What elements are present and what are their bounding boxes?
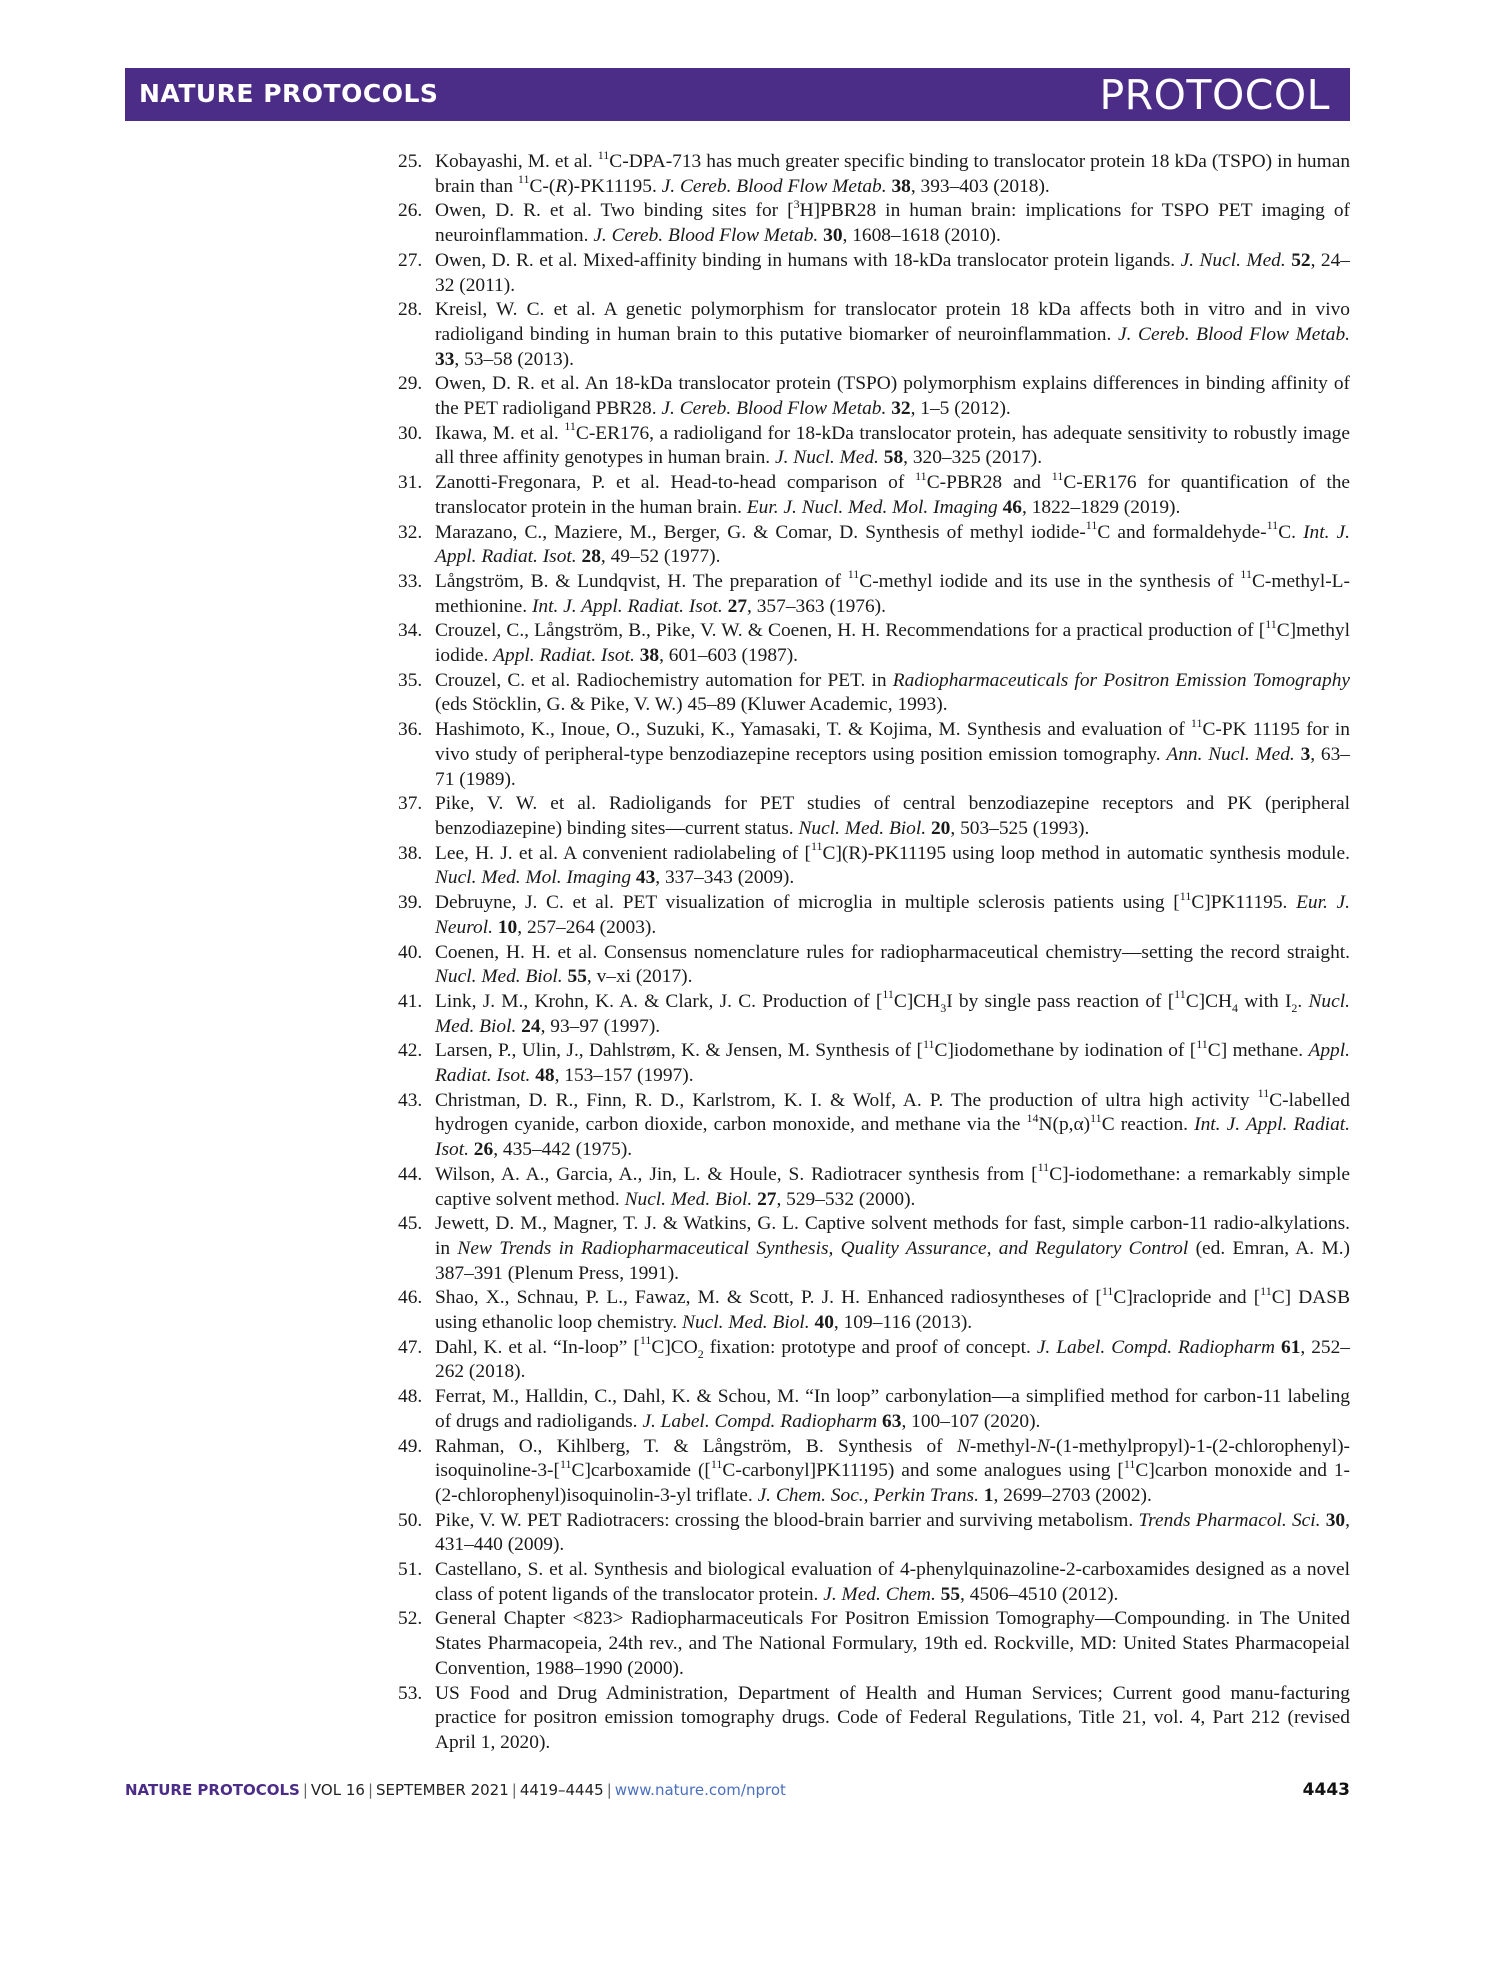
reference-text: Kobayashi, M. et al. $^{11}$C-DPA-713 has much greater specific binding to translocator protein 18 kDa (TSPO) in human brain than $^{11}$C-(R)-PK11195. J. Cereb. Blood Flow Metab. 38, 393–403 (2018). <box>435 147 1351 197</box>
reference-text: Pike, V. W. PET Radiotracers: crossing the blood-brain barrier and surviving metabolism. Trends Pharmacol. Sci. 30, 431–440 (2009). <box>435 1509 1350 1556</box>
journal-header-bar <box>125 68 1350 121</box>
article-section: PROTOCOL <box>1099 71 1330 119</box>
reference-number: 29. <box>398 373 423 395</box>
reference-number: 50. <box>398 1509 423 1531</box>
reference-text: Jewett, D. M., Magner, T. J. & Watkins, G. L. Captive solvent methods for fast, simple carbon-11 radio-alkylations. in New Trends in Radiopharmaceutical Synthesis, Quality Assurance, and Regulatory Control (ed. Emran, A. M.) 387–391 (Plenum Press, 1991). <box>435 1213 1351 1284</box>
reference-text: Långström, B. & Lundqvist, H. The preparation of $^{11}$C-methyl iodide and its use in the synthesis of $^{11}$C-methyl-L-methionine. Int. J. Appl. Radiat. Isot. 27, 357–363 (1976). <box>435 567 1350 617</box>
reference-number: 31. <box>398 472 423 494</box>
reference-text: Larsen, P., Ulin, J., Dahlstrøm, K. & Jensen, M. Synthesis of [$^{11}$C]iodomethane by iodination of [$^{11}$C] methane. Appl. Radiat. Isot. 48, 153–157 (1997). <box>435 1036 1350 1087</box>
reference-text: Rahman, O., Kihlberg, T. & Långström, B. Synthesis of N-methyl-N-(1-methylpropyl)-1-(2-chlorophenyl)-isoquinoline-3-[$^{11}$C]carboxamide ([$^{11}$C-carbonyl]PK11195) and some analogues using [$^{11}$C]carbon monoxide and 1-(2-chlorophenyl)isoquinolin-3-yl triflate. J. Chem. Soc., Perkin Trans. 1, 2699–2703 (2002). <box>435 1435 1350 1506</box>
reference-item <box>393 518 1350 570</box>
reference-item <box>393 1682 1350 1756</box>
reference-item <box>393 1607 1350 1681</box>
reference-number: 42. <box>398 1040 423 1062</box>
reference-text: Shao, X., Schnau, P. L., Fawaz, M. & Scott, P. J. H. Enhanced radiosyntheses of [$^{11}$C]raclopride and [$^{11}$C] DASB using ethanolic loop chemistry. Nucl. Med. Biol. 40, 109–116 (2013). <box>435 1283 1351 1334</box>
reference-item <box>393 196 1350 248</box>
reference-number: 43. <box>398 1089 423 1111</box>
reference-number: 38. <box>398 842 423 864</box>
reference-number: 35. <box>398 669 423 691</box>
reference-text: Dahl, K. et al. “In-loop” $[^{11}C]CO_2$ fixation: prototype and proof of concept. J. Label. Compd. Radiopharm 61, 252–262 (2018). <box>435 1333 1350 1383</box>
reference-item <box>393 419 1350 471</box>
footer-pages: 4419–4445 <box>519 1781 604 1799</box>
reference-item <box>393 1283 1351 1335</box>
reference-text: Ikawa, M. et al. $^{11}$C-ER176, a radioligand for 18-kDa translocator protein, has adequate sensitivity to robustly image all three affinity genotypes in human brain. J. Nucl. Med. 58, 320–325 (2017). <box>435 419 1350 469</box>
reference-number: 36. <box>398 719 423 741</box>
reference-item <box>393 298 1350 372</box>
reference-text: Owen, D. R. et al. Mixed-affinity binding in humans with 18-kDa translocator protein ligands. J. Nucl. Med. 52, 24–32 (2011). <box>435 249 1350 296</box>
reference-text: Link, J. M., Krohn, K. A. & Clark, J. C. Production of $[^{11}C]CH_3I$ by single pass reaction of $[^{11}C]CH_4$ with $I_2$. Nucl. Med. Biol. 24, 93–97 (1997). <box>435 987 1350 1037</box>
reference-text: Coenen, H. H. et al. Consensus nomenclature rules for radiopharmaceutical chemistry—setting the record straight. Nucl. Med. Biol. 55, v–xi (2017). <box>435 941 1350 988</box>
reference-text: Crouzel, C. et al. Radiochemistry automation for PET. in Radiopharmaceuticals for Positron Emission Tomography (eds Stöcklin, G. & Pike, V. W.) 45–89 (Kluwer Academic, 1993). <box>435 669 1350 716</box>
reference-item <box>393 1558 1350 1607</box>
page-footer: NATURE PROTOCOLS | VOL 16 | SEPTEMBER 2021 | 4419–4445 | www.nature.com/nprot 4443 <box>125 1780 1350 1800</box>
reference-number: 47. <box>398 1336 423 1358</box>
reference-item <box>393 941 1350 990</box>
reference-number: 40. <box>398 941 423 963</box>
reference-number: 44. <box>398 1163 423 1185</box>
reference-number: 46. <box>398 1287 423 1309</box>
reference-item <box>393 715 1351 792</box>
reference-item <box>393 567 1350 619</box>
reference-item <box>393 372 1350 421</box>
reference-number: 41. <box>398 990 423 1012</box>
reference-text: Crouzel, C., Långström, B., Pike, V. W. & Coenen, H. H. Recommendations for a practical production of [$^{11}$C]methyl iodide. Appl. Radiat. Isot. 38, 601–603 (1987). <box>435 616 1350 667</box>
page-number: 4443 <box>1302 1780 1350 1800</box>
footer-volume: VOL 16 <box>310 1781 365 1799</box>
reference-item <box>393 1212 1350 1286</box>
reference-number: 26. <box>398 200 423 222</box>
reference-item <box>393 792 1350 841</box>
reference-item <box>393 1160 1350 1212</box>
reference-number: 34. <box>398 620 423 642</box>
reference-item <box>393 616 1350 668</box>
reference-text: Hashimoto, K., Inoue, O., Suzuki, K., Yamasaki, T. & Kojima, M. Synthesis and evaluation of $^{11}$C-PK 11195 for in vivo study of peripheral-type benzodiazepine receptors using position emission tomography. Ann. Nucl. Med. 3, 63–71 (1989). <box>435 715 1351 790</box>
reference-item <box>393 839 1350 891</box>
reference-item <box>393 147 1351 199</box>
reference-number: 33. <box>398 570 423 592</box>
reference-number: 25. <box>398 151 423 172</box>
reference-item <box>393 249 1350 298</box>
reference-item <box>393 1086 1350 1163</box>
journal-name: NATURE PROTOCOLS <box>139 79 439 108</box>
reference-text: Pike, V. W. et al. Radioligands for PET studies of central benzodiazepine receptors and PK (peripheral benzodiazepine) binding sites—current status. Nucl. Med. Biol. 20, 503–525 (1993). <box>435 793 1350 839</box>
reference-number: 32. <box>398 521 423 543</box>
reference-item <box>393 669 1350 718</box>
reference-text: Owen, D. R. et al. An 18-kDa translocator protein (TSPO) polymorphism explains differences in binding affinity of the PET radioligand PBR28. J. Cereb. Blood Flow Metab. 32, 1–5 (2012). <box>435 373 1350 420</box>
reference-text: Marazano, C., Maziere, M., Berger, G. & Comar, D. Synthesis of methyl iodide-$^{11}$C and formaldehyde-$^{11}$C. Int. J. Appl. Radiat. Isot. 28, 49–52 (1977). <box>435 518 1350 568</box>
footer-date: SEPTEMBER 2021 <box>376 1781 509 1799</box>
reference-item <box>393 468 1351 520</box>
reference-text: Wilson, A. A., Garcia, A., Jin, L. & Houle, S. Radiotracer synthesis from [$^{11}$C]-iodomethane: a remarkably simple captive solvent method. Nucl. Med. Biol. 27, 529–532 (2000). <box>435 1160 1350 1210</box>
reference-text: Lee, H. J. et al. A convenient radiolabeling of [$^{11}$C](R)-PK11195 using loop method in automatic synthesis module. Nucl. Med. Mol. Imaging 43, 337–343 (2009). <box>435 839 1350 889</box>
reference-number: 45. <box>398 1213 423 1235</box>
reference-text: General Chapter <823> Radiopharmaceuticals For Positron Emission Tomography—Compounding. in The United States Pharmacopeia, 24th rev., and The National Formulary, 19th ed. Rockville, MD: United States Pharmacopeial Convention, 1988–1990 (2000). <box>435 1608 1350 1679</box>
reference-item <box>393 1509 1350 1558</box>
reference-number: 28. <box>398 299 423 321</box>
reference-number: 39. <box>398 892 423 914</box>
reference-text: Castellano, S. et al. Synthesis and biological evaluation of 4-phenylquinazoline-2-carboxamides designed as a novel class of potent ligands of the translocator protein. J. Med. Chem. 55, 4506–4510 (2012). <box>435 1559 1350 1605</box>
reference-number: 52. <box>398 1608 423 1630</box>
reference-number: 49. <box>398 1435 423 1457</box>
reference-text: Debruyne, J. C. et al. PET visualization of microglia in multiple sclerosis patients using [$^{11}$C]PK11195. Eur. J. Neurol. 10, 257–264 (2003). <box>435 888 1350 938</box>
reference-list <box>393 147 1351 1756</box>
reference-text: Owen, D. R. et al. Two binding sites for [$^3$H]PBR28 in human brain: implications for TSPO PET imaging of neuroinflammation. J. Cereb. Blood Flow Metab. 30, 1608–1618 (2010). <box>435 196 1350 247</box>
reference-number: 53. <box>398 1682 423 1704</box>
reference-text: Christman, D. R., Finn, R. D., Karlstrom, K. I. & Wolf, A. P. The production of ultra high activity $^{11}$C-labelled hydrogen cyanide, carbon dioxide, carbon monoxide, and methane via the $^{14}N(p,\alpha)^{11}C$ reaction. Int. J. Appl. Radiat. Isot. 26, 435–442 (1975). <box>435 1086 1350 1161</box>
reference-item <box>393 888 1350 940</box>
reference-number: 51. <box>398 1559 423 1581</box>
reference-item <box>393 1435 1350 1509</box>
reference-item <box>393 1385 1350 1434</box>
reference-item <box>393 1036 1350 1088</box>
footer-url-link[interactable]: www.nature.com/nprot <box>614 1781 786 1799</box>
footer-journal: NATURE PROTOCOLS <box>125 1781 300 1799</box>
reference-item <box>393 987 1350 1039</box>
reference-number: 30. <box>398 422 423 444</box>
reference-number: 48. <box>398 1386 423 1408</box>
reference-text: Kreisl, W. C. et al. A genetic polymorphism for translocator protein 18 kDa affects both in vitro and in vivo radioligand binding in human brain to this putative biomarker of neuroinflammation. J. Cereb. Blood Flow Metab. 33, 53–58 (2013). <box>435 299 1350 370</box>
reference-text: Ferrat, M., Halldin, C., Dahl, K. & Schou, M. “In loop” carbonylation—a simplified method for carbon-11 labeling of drugs and radioligands. J. Label. Compd. Radiopharm 63, 100–107 (2020). <box>435 1386 1350 1432</box>
reference-text: US Food and Drug Administration, Department of Health and Human Services; Current good manu-facturing practice for positron emission tomography drugs. Code of Federal Regulations, Title 21, vol. 4, Part 212 (revised April 1, 2020). <box>435 1682 1350 1753</box>
reference-number: 27. <box>398 249 423 271</box>
reference-number: 37. <box>398 793 423 815</box>
reference-item <box>393 1333 1350 1385</box>
reference-text: Zanotti-Fregonara, P. et al. Head-to-head comparison of $^{11}$C-PBR28 and $^{11}$C-ER176 for quantification of the translocator protein in the human brain. Eur. J. Nucl. Med. Mol. Imaging 46, 1822–1829 (2019). <box>435 468 1351 518</box>
